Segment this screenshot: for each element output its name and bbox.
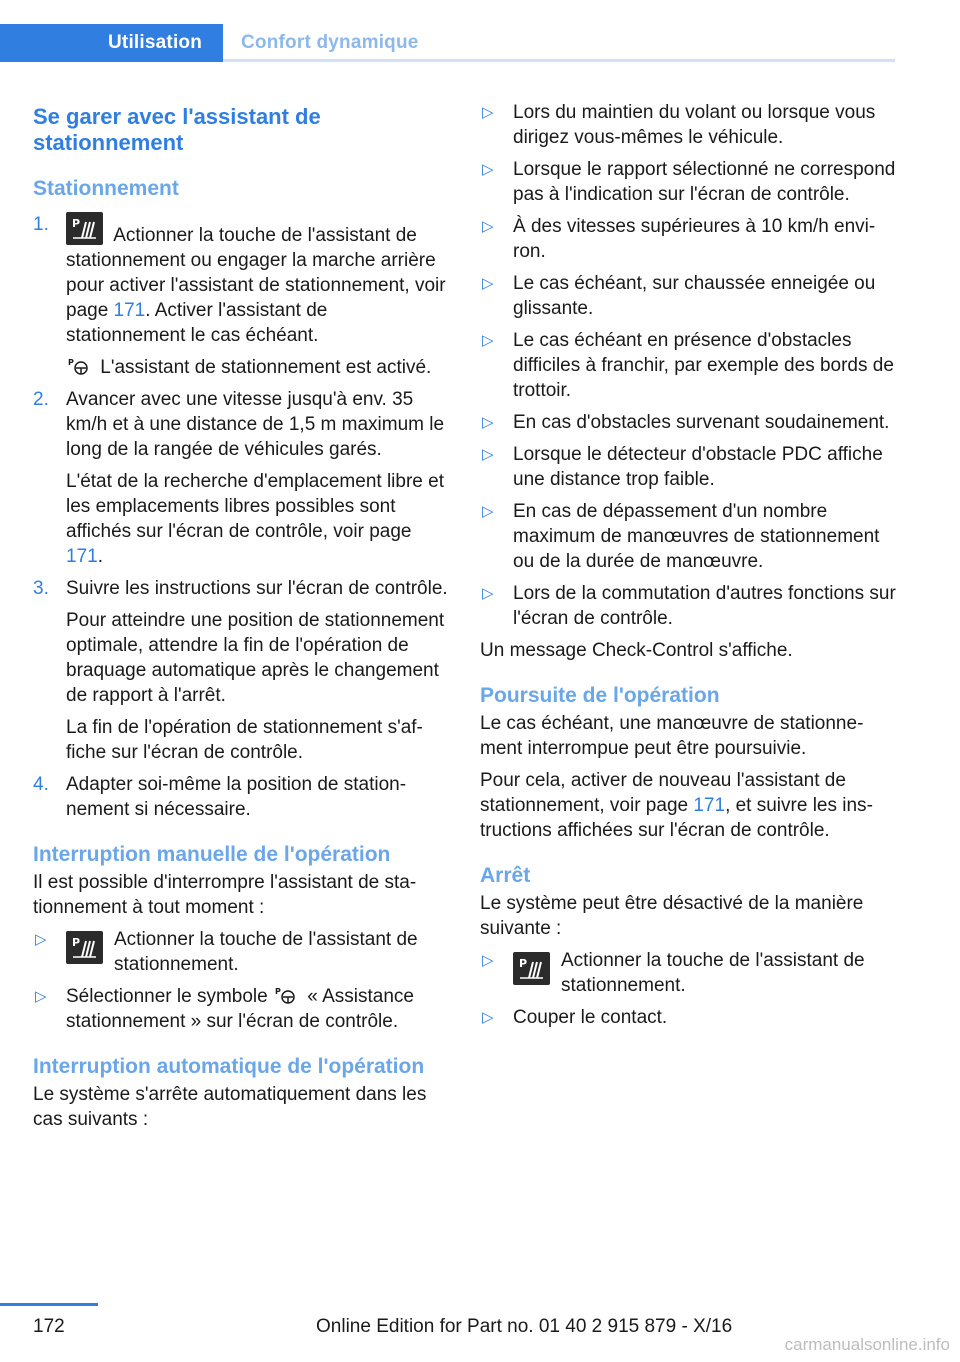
step-3-sub-2: La fin de l'opération de stationnement s'affiche sur l'écran de contrôle. [66, 717, 423, 763]
list-item-text: Couper le contact. [513, 1007, 668, 1028]
list-item [33, 984, 449, 1034]
step-1-sub [66, 355, 449, 380]
svg-text:P: P [72, 936, 81, 949]
bullet-triangle-icon: ▷ [482, 275, 494, 292]
page-title: Se garer avec l'assistant de stationnement [33, 104, 321, 155]
step-4-text: Adapter soi-même la position de stationnement si nécessaire. [66, 774, 407, 820]
tab-confort-dynamique[interactable]: Confort dynamique [241, 32, 419, 53]
list-item [480, 214, 896, 264]
list-item-text-end: « Assistance stationnement » sur l'écran de contrôle. [66, 986, 414, 1032]
step-3-text: Suivre les instructions sur l'écran de contrôle. [66, 578, 448, 599]
section-intro: Il est possible d'interrompre l'assistant de stationnement à tout moment : [33, 872, 417, 918]
step-1-text-end: . Activer l'assistant de stationnement le cas échéant. [66, 300, 328, 346]
list-item-text: Lorsque le rapport sélectionné ne correspond pas à l'indication sur l'écran de contrôle. [513, 159, 896, 205]
step-2-sub [66, 469, 449, 569]
step-1-text: Actionner la touche de l'assistant de stationnement ou engager la marche arrière pour activer l'assistant de stationnement, voir page [66, 225, 446, 321]
section-title-interruption-manuelle: Interruption manuelle de l'opération [33, 843, 391, 866]
list-item-text: Le cas échéant, sur chaussée enneigée ou glissante. [513, 273, 876, 319]
list-item-text: Lors de la commutation d'autres fonctions sur l'écran de contrôle. [513, 583, 896, 629]
step-2-text: Avancer avec une vitesse jusqu'à env. 35 km/h et à une distance de 1,5 m maximum le long de la rangée de véhicules garés. [66, 389, 445, 460]
step-number: 2. [33, 389, 49, 410]
resume-paragraph-2 [480, 768, 896, 843]
list-item-text: Le cas échéant en présence d'obstacles difficiles à franchir, par exemple des bords de trottoir. [513, 330, 894, 401]
list-item [480, 948, 896, 998]
list-item [480, 410, 896, 435]
list-item [480, 499, 896, 574]
tab-utilisation[interactable]: Utilisation [0, 24, 223, 62]
page-link-171[interactable]: 171 [113, 300, 146, 321]
page-link-171[interactable]: 171 [66, 546, 98, 567]
svg-text:P: P [68, 358, 74, 367]
bullet-triangle-icon: ▷ [482, 104, 494, 121]
park-assist-symbol-icon [275, 985, 297, 1005]
stop-intro: Le système peut être désactivé de la manière suivante : [480, 893, 864, 939]
svg-text:P: P [72, 217, 81, 230]
bullet-triangle-icon: ▷ [482, 218, 494, 235]
bullet-triangle-icon: ▷ [35, 988, 47, 1005]
list-item-text: Sélectionner le symbole [66, 986, 273, 1007]
bullet-triangle-icon: ▷ [482, 503, 494, 520]
list-item-text: En cas d'obstacles survenant soudainement. [513, 412, 890, 433]
bullet-triangle-icon: ▷ [482, 161, 494, 178]
list-item-text: En cas de dépassement d'un nombre maximum de manœuvres de stationnement ou de la durée de manœuvre. [513, 501, 880, 572]
section-intro: Le système s'arrête automatiquement dans les cas suivants : [33, 1084, 427, 1130]
list-item-text: À des vitesses supérieures à 10 km/h environ. [513, 216, 876, 262]
bullet-triangle-icon: ▷ [482, 952, 494, 969]
list-item [480, 271, 896, 321]
list-item [480, 442, 896, 492]
list-item [33, 927, 449, 977]
resume-paragraph-1: Le cas échéant, une manœuvre de stationnement interrompue peut être poursuivie. [480, 713, 864, 759]
svg-text:P: P [519, 957, 528, 970]
resume-text: Pour cela, activer de nouveau l'assistant de stationnement, voir page [480, 770, 846, 816]
section-title-stationnement: Stationnement [33, 177, 179, 200]
step-2 [33, 387, 449, 569]
step-3 [33, 576, 449, 765]
list-item [480, 1005, 896, 1030]
page-number: 172 [33, 1316, 65, 1337]
watermark: carmanualsonline.info [784, 1335, 950, 1354]
park-assist-button-icon [513, 952, 550, 985]
check-control-message: Un message Check-Control s'affiche. [480, 640, 793, 661]
bullet-triangle-icon: ▷ [482, 414, 494, 431]
step-1-sub-text: L'assistant de stationnement est activé. [95, 357, 432, 378]
list-item-text: Lorsque le détecteur d'obstacle PDC affiche une distance trop faible. [513, 444, 883, 490]
step-number: 1. [33, 214, 49, 235]
bullet-triangle-icon: ▷ [35, 931, 47, 948]
list-item [480, 581, 896, 631]
resume-text-end: , et suivre les instructions affichées sur l'écran de contrôle. [480, 795, 873, 841]
bullet-triangle-icon: ▷ [482, 585, 494, 602]
section-title-arret: Arrêt [480, 864, 531, 887]
park-assist-button-icon [66, 931, 103, 964]
edition-note: Online Edition for Part no. 01 40 2 915 879 - X/16 [316, 1316, 733, 1337]
step-1 [33, 212, 449, 380]
park-assist-button-icon [66, 212, 103, 245]
page-link-171[interactable]: 171 [693, 795, 726, 816]
list-item-text: Actionner la touche de l'assistant de stationnement. [114, 929, 418, 975]
left-column [33, 100, 449, 1139]
step-number: 3. [33, 578, 49, 599]
list-item [480, 157, 896, 207]
list-item-text: Actionner la touche de l'assistant de stationnement. [561, 950, 865, 996]
right-column [480, 100, 896, 1037]
step-4 [33, 772, 449, 822]
bullet-triangle-icon: ▷ [482, 446, 494, 463]
step-3-sub-1: Pour atteindre une position de stationnement optimale, attendre la fin de l'opération de braquage automatique après le changement de rapport à l'arrêt. [66, 610, 445, 706]
bullet-triangle-icon: ▷ [482, 1009, 494, 1026]
section-title-interruption-auto: Interruption automatique de l'opération [33, 1055, 425, 1078]
section-title-poursuite: Poursuite de l'opération [480, 684, 720, 707]
list-item [480, 100, 896, 150]
svg-text:P: P [275, 987, 281, 996]
list-item-text: Lors du maintien du volant ou lorsque vous dirigez vous-mêmes le véhicule. [513, 102, 876, 148]
bullet-triangle-icon: ▷ [482, 332, 494, 349]
page-number-rule [0, 1303, 98, 1306]
step-2-sub-end: . [97, 546, 103, 567]
step-number: 4. [33, 774, 49, 795]
park-assist-symbol-icon [68, 356, 90, 376]
list-item [480, 328, 896, 403]
step-2-sub-text: L'état de la recherche d'emplacement libre et les emplacements libres possibles sont affichés sur l'écran de contrôle, voir page [66, 471, 444, 542]
